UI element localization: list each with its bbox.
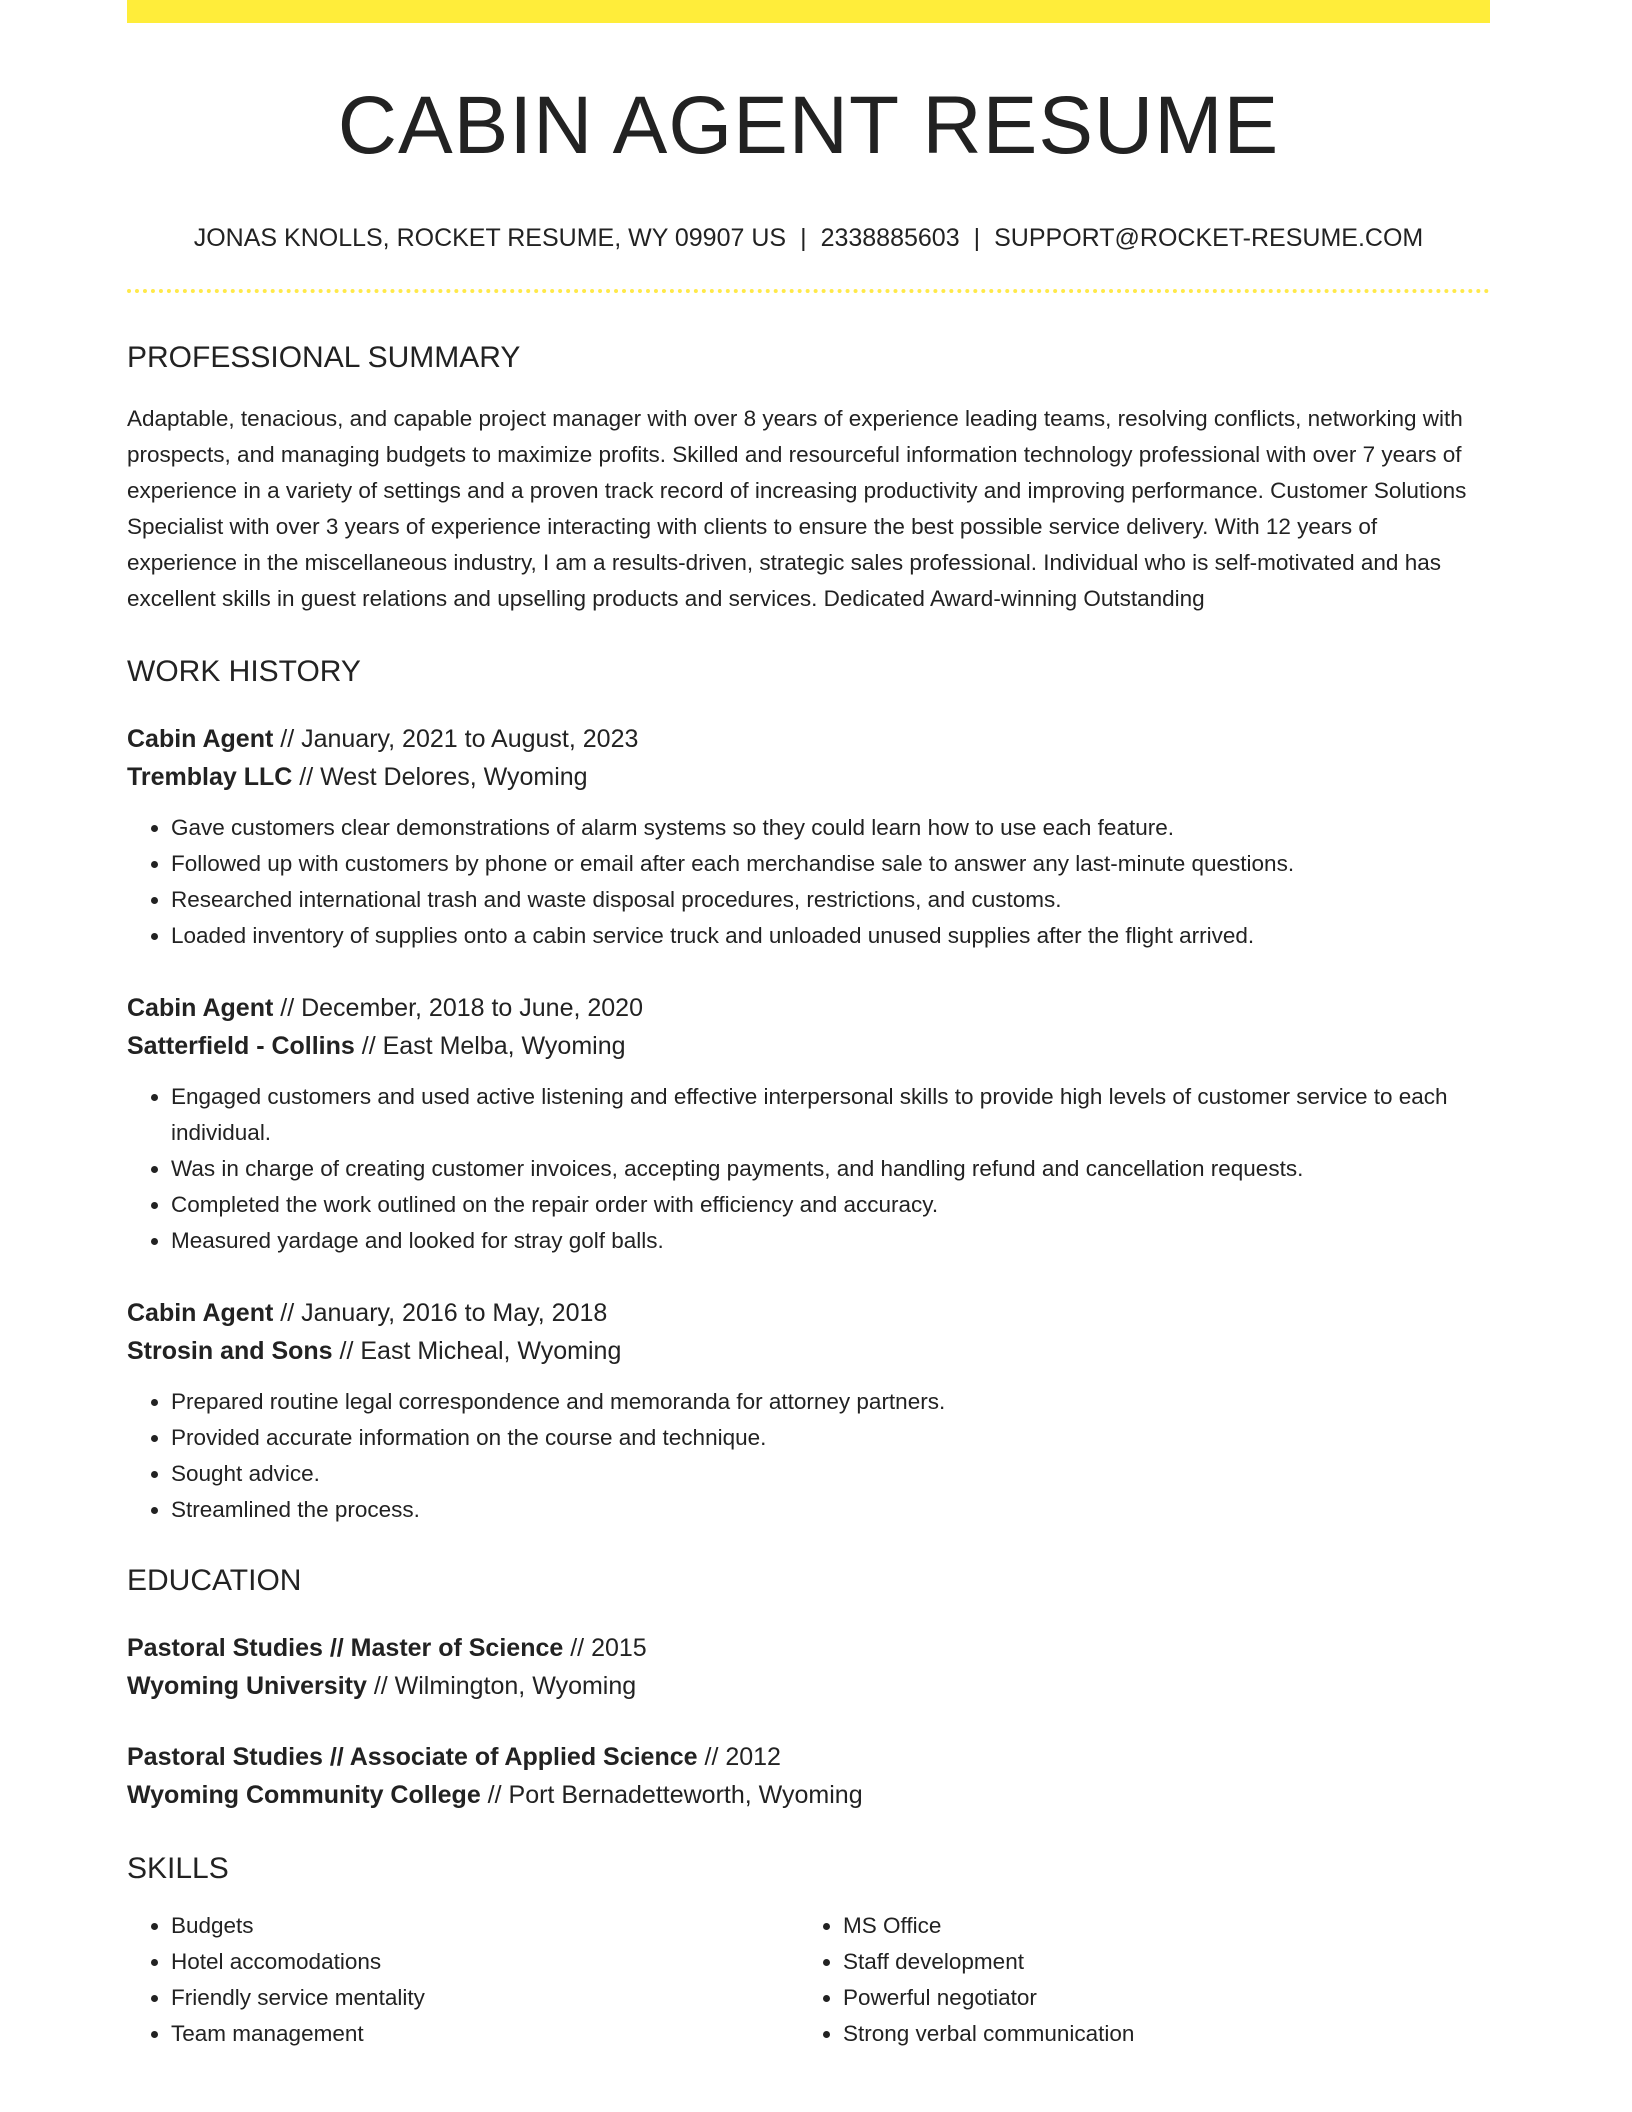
job-entry (127, 989, 1490, 1259)
job-bullet: • Measured yardage and looked for stray golf balls. (171, 1223, 1490, 1259)
education-school-line (127, 1776, 1490, 1814)
job-dates: // December, 2018 to June, 2020 (273, 994, 643, 1023)
education-degree-line (127, 1738, 1490, 1776)
skill-item: • Powerful negotiator (843, 1980, 1471, 2016)
education-year: // 2015 (563, 1634, 647, 1663)
job-location: // East Micheal, Wyoming (332, 1337, 622, 1366)
job-company-line (127, 758, 1490, 796)
job-bullet: • Sought advice. (171, 1456, 1490, 1492)
job-title: Cabin Agent (127, 994, 274, 1023)
summary-heading: PROFESSIONAL SUMMARY (127, 341, 521, 375)
job-location: // East Melba, Wyoming (354, 1032, 626, 1061)
summary-text: Adaptable, tenacious, and capable project manager with over 8 years of experience leading teams, resolving conflicts, networking with prospects, and managing budgets to maximize profits. Skilled and resourceful information technology professional with over 7 years of experience in a variety of settings and a proven track record of increasing productivity and improving performance. Customer Solutions Specialist with over 3 years of experience interacting with clients to ensure the best possible service delivery. With 12 years of experience in the miscellaneous industry, I am a results-driven, strategic sales professional. Individual who is self-motivated and has excellent skills in guest relations and upselling products and services. Dedicated Award-winning Outstanding (127, 406, 1467, 612)
education-heading: EDUCATION (127, 1564, 302, 1598)
job-bullet: • Engaged customers and used active listening and effective interpersonal skills to provide high levels of customer service to each individual. (171, 1079, 1490, 1151)
skill-item: • MS Office (843, 1908, 1471, 1944)
job-title: Cabin Agent (127, 725, 274, 754)
job-bullets (127, 1079, 1490, 1259)
education-entry (127, 1738, 1490, 1814)
education-entry (127, 1629, 1490, 1705)
job-bullet: • Streamlined the process. (171, 1492, 1490, 1528)
contact-separator: | (800, 224, 807, 253)
job-company: Tremblay LLC (127, 763, 293, 792)
education-degree: Pastoral Studies // Master of Science (127, 1634, 564, 1663)
contact-line (127, 226, 1490, 251)
job-bullet: • Completed the work outlined on the repair order with efficiency and accuracy. (171, 1187, 1490, 1223)
education-year: // 2012 (697, 1743, 781, 1772)
job-bullet: • Researched international trash and waste disposal procedures, restrictions, and customs. (171, 882, 1490, 918)
skill-item: • Team management (171, 2016, 799, 2052)
job-bullets (127, 810, 1490, 954)
resume-page (127, 0, 1490, 2052)
job-bullet: • Gave customers clear demonstrations of alarm systems so they could learn how to use each feature. (171, 810, 1490, 846)
education-location: // Wilmington, Wyoming (366, 1672, 637, 1701)
job-company-line (127, 1332, 1490, 1370)
education-school: Wyoming Community College (127, 1781, 481, 1810)
skill-item: • Hotel accomodations (171, 1944, 799, 1980)
skill-item: • Friendly service mentality (171, 1980, 799, 2016)
job-dates: // January, 2021 to August, 2023 (273, 725, 639, 754)
education-school-line (127, 1667, 1490, 1705)
accent-top-bar (127, 0, 1490, 23)
education-location: // Port Bernadetteworth, Wyoming (480, 1781, 863, 1810)
skill-item: • Strong verbal communication (843, 2016, 1471, 2052)
job-dates: // January, 2016 to May, 2018 (273, 1299, 608, 1328)
job-title-line (127, 720, 1490, 758)
education-school: Wyoming University (127, 1672, 367, 1701)
job-bullets (127, 1384, 1490, 1528)
contact-address: JONAS KNOLLS, ROCKET RESUME, WY 09907 US (193, 224, 787, 253)
dotted-divider (127, 289, 1490, 293)
job-bullet: • Provided accurate information on the course and technique. (171, 1420, 1490, 1456)
job-company: Strosin and Sons (127, 1337, 333, 1366)
job-bullet: • Prepared routine legal correspondence and memoranda for attorney partners. (171, 1384, 1490, 1420)
job-entry (127, 720, 1490, 954)
job-title: Cabin Agent (127, 1299, 274, 1328)
job-location: // West Delores, Wyoming (292, 763, 588, 792)
job-company-line (127, 1027, 1490, 1065)
contact-separator: | (973, 224, 981, 253)
job-title-line (127, 1294, 1490, 1332)
skills-columns (127, 1908, 1490, 2052)
job-bullet: • Followed up with customers by phone or email after each merchandise sale to answer any last-minute questions. (171, 846, 1490, 882)
contact-email: SUPPORT@ROCKET-RESUME.COM (994, 224, 1424, 253)
skills-heading: SKILLS (127, 1852, 229, 1886)
job-bullet: • Loaded inventory of supplies onto a cabin service truck and unloaded unused supplies after the flight arrived. (171, 918, 1490, 954)
job-bullet: • Was in charge of creating customer invoices, accepting payments, and handling refund and cancellation requests. (171, 1151, 1490, 1187)
resume-title: CABIN AGENT RESUME (337, 80, 1280, 171)
job-entry (127, 1294, 1490, 1528)
contact-phone: 2338885603 (820, 224, 960, 253)
job-company: Satterfield - Collins (127, 1032, 355, 1061)
skill-item: • Budgets (171, 1908, 799, 1944)
education-degree: Pastoral Studies // Associate of Applied Science (127, 1743, 698, 1772)
skill-item: • Staff development (843, 1944, 1471, 1980)
work-history-heading: WORK HISTORY (127, 655, 361, 689)
skills-left-column (127, 1908, 799, 2052)
education-degree-line (127, 1629, 1490, 1667)
job-title-line (127, 989, 1490, 1027)
skills-right-column (799, 1908, 1471, 2052)
